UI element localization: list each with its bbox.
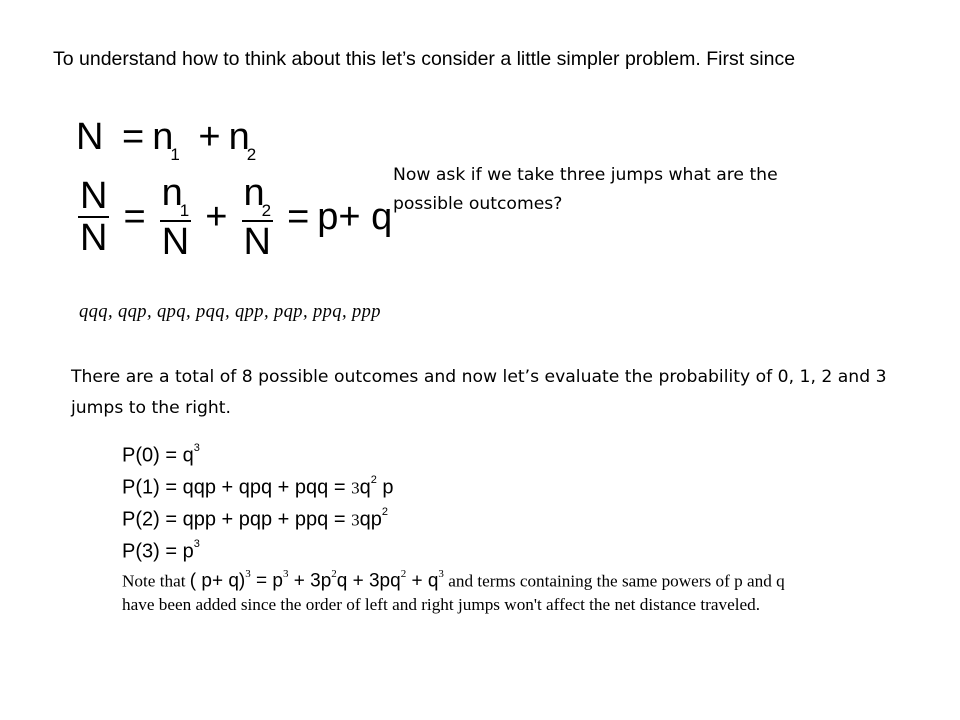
eq2-equals-1: = [123, 195, 146, 238]
prob1-lhs: P(1) = [122, 476, 183, 499]
eq2-plus: + [205, 195, 228, 238]
prob3-rhs: p [182, 540, 194, 563]
eq1-sub1: 1 [170, 145, 180, 164]
question-text: Now ask if we take three jumps what are the possible outcomes? [393, 165, 778, 214]
prob-row-3 [122, 533, 200, 566]
note-prefix: Note that [122, 571, 190, 591]
eq1-sub2: 2 [246, 145, 257, 164]
prob-row-2 [122, 501, 388, 535]
note-line-2: have been added since the order of left and right jumps won't affect the net distance traveled. [122, 595, 760, 614]
frac3-denominator: N [243, 220, 271, 263]
eq2-equals-2: = [287, 195, 310, 238]
prob2-rhs2: qp [359, 508, 382, 531]
note-math-c: + 3p [288, 570, 332, 592]
prob1-coef: 3 [351, 478, 360, 498]
prob2-rhs: qpp + pqp + ppq = [182, 508, 352, 531]
eq1-term2: n [228, 116, 250, 158]
equation-n-sum [76, 114, 256, 167]
frac3-numerator: n [243, 171, 265, 214]
prob3-sup: 3 [193, 538, 200, 550]
note-math-b: = p [250, 570, 283, 592]
prob-row-0 [122, 437, 200, 470]
note-math-e: + q [406, 570, 439, 592]
note-math-d: q + 3pq [336, 570, 401, 592]
prob1-tail: p [376, 476, 394, 499]
prob2-sup: 2 [381, 506, 388, 518]
frac2-numerator: n [161, 171, 183, 214]
prob-row-1 [122, 469, 394, 503]
note-suffix: and terms containing the same powers of p and q [443, 571, 785, 591]
frac2-sub: 1 [179, 200, 190, 220]
prob2-lhs: P(2) = [122, 508, 183, 531]
frac1-denominator: N [80, 217, 108, 259]
prob3-lhs: P(3) = [122, 540, 183, 563]
note-line-1: Note that ( $p+ q)^3 = p^3 + 3p^2q + 3pq^2 + q^3$ and terms containing the same powers of p and q [122, 568, 785, 592]
prob0-sup: 3 [193, 442, 200, 454]
eq1-plus: + [198, 116, 221, 158]
prob1-sup: 2 [370, 474, 377, 486]
intro-text: To understand how to think about this let’s consider a little simpler problem. First since [53, 48, 796, 70]
prob1-rhs2: q [359, 476, 371, 499]
eq1-term1: n [152, 116, 174, 158]
fraction-n-over-n [78, 176, 109, 258]
total-outcomes-text: There are a total of 8 possible outcomes and now let’s evaluate the probability of 0, 1, 2 and 3 jumps to the right. [71, 367, 887, 418]
note-math-a: ( p+ q) [189, 570, 246, 592]
eq1-equals: = [122, 116, 145, 158]
eq1-lhs: N [76, 116, 104, 158]
fraction-n1-over-n [160, 173, 192, 262]
outcomes-list: qqq, qqp, qpq, pqq, qpp, pqp, ppq, ppp [79, 302, 381, 322]
frac2-denominator: N [161, 220, 190, 263]
fraction-n2-over-n [241, 173, 273, 262]
prob2-coef: 3 [351, 510, 360, 530]
equation-fractions [72, 171, 393, 263]
prob0-rhs: q [182, 444, 194, 467]
frac3-sub: 2 [261, 200, 272, 220]
prob0-lhs: P(0) = [122, 444, 183, 467]
frac1-numerator: N [80, 175, 108, 217]
prob1-rhs: qqp + qpq + pqq = [182, 476, 352, 499]
eq2-result: p+ q [317, 195, 393, 238]
